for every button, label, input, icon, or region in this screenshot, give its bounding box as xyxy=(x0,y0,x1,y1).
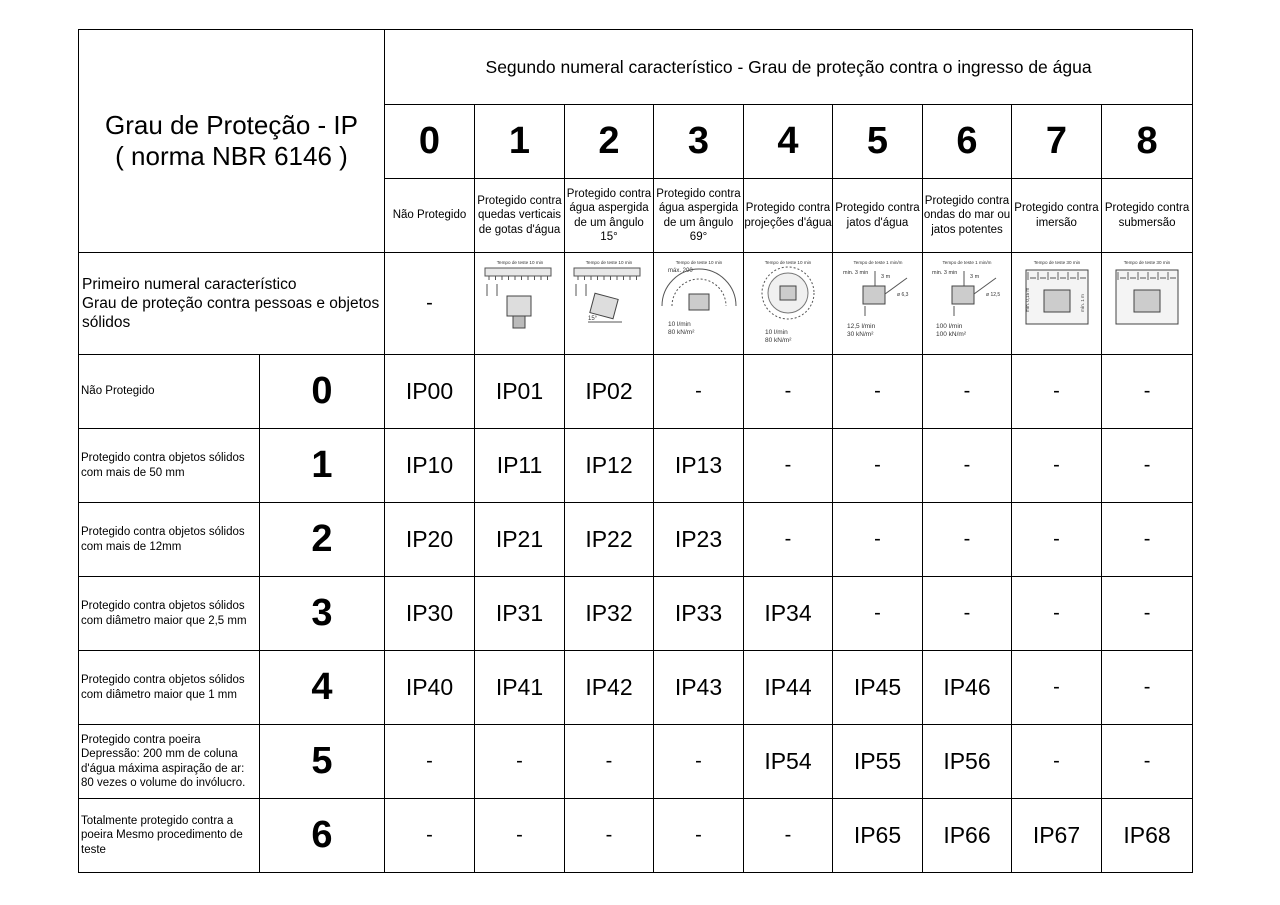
icon-label: ø 6,3 xyxy=(896,291,908,298)
icon-label: Tempo de teste 10 min xyxy=(585,259,633,265)
ip-code-cell: - xyxy=(475,799,565,873)
icon-label: Tempo de teste 1 min/m xyxy=(942,259,992,265)
immersion-test-icon xyxy=(1014,256,1100,352)
ip-code-cell: - xyxy=(923,355,1012,429)
solid-desc-5: Protegido contra poeira Depressão: 200 mm de coluna d'água máxima aspiração de ar: 80 vezes o volume do invólucro. xyxy=(79,725,260,799)
solid-desc-1: Protegido contra objetos sólidos com mais de 50 mm xyxy=(79,429,260,503)
water-digit-7: 7 xyxy=(1012,105,1102,179)
water-desc-5: Protegido contra jatos d'água xyxy=(833,179,923,253)
water-digit-3: 3 xyxy=(654,105,744,179)
ip-code-cell: IP23 xyxy=(654,503,744,577)
water-digit-5: 5 xyxy=(833,105,923,179)
first-numeral-header xyxy=(79,253,385,355)
water-jet-test-icon xyxy=(835,256,921,352)
icon-label: mín. 0,15 m xyxy=(1024,287,1030,312)
tilted-drip-test-icon xyxy=(566,256,652,352)
water-digit-4: 4 xyxy=(744,105,833,179)
ip-code-cell: IP30 xyxy=(385,577,475,651)
icon-label: Tempo de teste 10 min xyxy=(675,259,722,265)
splash-sphere-test-icon xyxy=(745,256,831,352)
solid-digit-2: 2 xyxy=(260,503,385,577)
water-digit-8: 8 xyxy=(1102,105,1193,179)
water-desc-0: Não Protegido xyxy=(385,179,475,253)
first-numeral-header-text: Primeiro numeral característico Grau de proteção contra pessoas e objetos sólidos xyxy=(82,276,380,331)
ip-code-cell: - xyxy=(475,725,565,799)
ip-code-cell: - xyxy=(654,355,744,429)
ip-code-cell: - xyxy=(833,503,923,577)
water-icon-cell-0 xyxy=(385,253,475,355)
ip-code-cell: IP32 xyxy=(565,577,654,651)
solid-desc-0: Não Protegido xyxy=(79,355,260,429)
ip-code-cell: - xyxy=(654,799,744,873)
solid-desc-4: Protegido contra objetos sólidos com diâmetro maior que 1 mm xyxy=(79,651,260,725)
ip-code-cell: - xyxy=(565,725,654,799)
ip-code-cell: IP01 xyxy=(475,355,565,429)
table-row xyxy=(79,725,1193,799)
powerful-jet-test-icon xyxy=(924,256,1010,352)
water-desc-1: Protegido contra quedas verticais de gotas d'água xyxy=(475,179,565,253)
ip-code-cell: IP41 xyxy=(475,651,565,725)
ip-code-cell: IP68 xyxy=(1102,799,1193,873)
ip-code-cell: - xyxy=(1012,725,1102,799)
water-icon-cell-6 xyxy=(923,253,1012,355)
ip-code-cell: IP33 xyxy=(654,577,744,651)
table-title-line1: Grau de Proteção - IP xyxy=(105,110,358,140)
water-icon-cell-2 xyxy=(565,253,654,355)
ip-code-cell: - xyxy=(923,429,1012,503)
water-digit-1: 1 xyxy=(475,105,565,179)
icon-label: 100 kN/m² xyxy=(936,330,966,338)
ip-code-cell: IP10 xyxy=(385,429,475,503)
icon-label: 12,5 l/min xyxy=(846,322,875,330)
icon-label: 80 kN/m² xyxy=(765,336,792,344)
ip-code-cell: - xyxy=(654,725,744,799)
ip-code-cell: IP55 xyxy=(833,725,923,799)
ip-code-cell: - xyxy=(1102,503,1193,577)
ip-code-cell: IP13 xyxy=(654,429,744,503)
solid-digit-6: 6 xyxy=(260,799,385,873)
icon-label: 30 kN/m² xyxy=(846,330,873,338)
solid-digit-1: 1 xyxy=(260,429,385,503)
ip-code-cell: - xyxy=(833,429,923,503)
water-icon-cell-8 xyxy=(1102,253,1193,355)
table-row xyxy=(79,429,1193,503)
ip-code-cell: IP54 xyxy=(744,725,833,799)
ip-code-cell: - xyxy=(1102,651,1193,725)
ip-code-cell: IP65 xyxy=(833,799,923,873)
ip-code-cell: IP46 xyxy=(923,651,1012,725)
water-digit-2: 2 xyxy=(565,105,654,179)
icon-label: 10 l/min xyxy=(667,320,691,328)
ip-code-cell: IP21 xyxy=(475,503,565,577)
water-desc-8: Protegido contra submersão xyxy=(1102,179,1193,253)
ip-code-cell: - xyxy=(1012,355,1102,429)
ip-code-cell: - xyxy=(1102,725,1193,799)
ip-code-cell: IP00 xyxy=(385,355,475,429)
ip-code-cell: - xyxy=(833,355,923,429)
water-digit-0: 0 xyxy=(385,105,475,179)
icon-label: Tempo de teste 30 min xyxy=(1033,259,1080,265)
ip-code-cell: IP31 xyxy=(475,577,565,651)
icon-label: máx. 200 xyxy=(667,267,693,274)
ip-code-cell: - xyxy=(1012,577,1102,651)
table-row xyxy=(79,651,1193,725)
solid-desc-2: Protegido contra objetos sólidos com mais de 12mm xyxy=(79,503,260,577)
solid-digit-0: 0 xyxy=(260,355,385,429)
ip-code-cell: - xyxy=(1102,429,1193,503)
icon-label: Tempo de teste 10 min xyxy=(764,259,812,265)
ip-code-cell: IP12 xyxy=(565,429,654,503)
water-desc-4: Protegido contra projeções d'água xyxy=(744,179,833,253)
ip-code-cell: - xyxy=(923,577,1012,651)
water-icon-cell-4 xyxy=(744,253,833,355)
solid-desc-3: Protegido contra objetos sólidos com diâmetro maior que 2,5 mm xyxy=(79,577,260,651)
no-protection-dash: - xyxy=(426,292,433,314)
water-desc-3: Protegido contra água aspergida de um ângulo 69° xyxy=(654,179,744,253)
ip-code-cell: IP34 xyxy=(744,577,833,651)
ip-protection-table xyxy=(78,29,1193,873)
solid-desc-6: Totalmente protegido contra a poeira Mesmo procedimento de teste xyxy=(79,799,260,873)
ip-code-cell: - xyxy=(1102,577,1193,651)
icon-label: 3 m xyxy=(880,273,890,280)
ip-code-cell: IP45 xyxy=(833,651,923,725)
second-numeral-header: Segundo numeral característico - Grau de proteção contra o ingresso de água xyxy=(385,30,1193,105)
submersion-test-icon xyxy=(1104,256,1190,352)
ip-code-cell: - xyxy=(385,799,475,873)
spray-arc-test-icon xyxy=(656,256,742,352)
icon-label: mín. 1 m xyxy=(1079,293,1085,312)
icon-label: 80 kN/m² xyxy=(667,328,694,336)
ip-code-cell: IP20 xyxy=(385,503,475,577)
icon-label: 15° xyxy=(588,315,598,322)
ip-code-cell: - xyxy=(565,799,654,873)
ip-code-cell: IP67 xyxy=(1012,799,1102,873)
icon-label: ø 12,5 xyxy=(986,291,1001,298)
ip-code-cell: - xyxy=(744,355,833,429)
icon-label: min. 3 min xyxy=(842,269,868,276)
table-title-line2: ( norma NBR 6146 ) xyxy=(115,141,348,171)
ip-code-cell: - xyxy=(923,503,1012,577)
ip-code-cell: - xyxy=(833,577,923,651)
table-row xyxy=(79,577,1193,651)
ip-code-cell: IP43 xyxy=(654,651,744,725)
icon-label: min. 3 min xyxy=(932,269,958,276)
table-row xyxy=(79,503,1193,577)
water-desc-2: Protegido contra água aspergida de um ângulo 15° xyxy=(565,179,654,253)
icon-label: Tempo de teste 10 min xyxy=(496,259,543,265)
ip-code-cell: IP44 xyxy=(744,651,833,725)
ip-code-cell: - xyxy=(1012,651,1102,725)
water-icon-cell-1 xyxy=(475,253,565,355)
ip-code-cell: - xyxy=(385,725,475,799)
ip-code-cell: - xyxy=(1102,355,1193,429)
ip-code-cell: - xyxy=(1012,503,1102,577)
ip-code-cell: - xyxy=(1012,429,1102,503)
ip-code-cell: - xyxy=(744,429,833,503)
water-icon-cell-5 xyxy=(833,253,923,355)
icon-label: Tempo de teste 1 min/m xyxy=(852,259,903,265)
water-icon-cell-3 xyxy=(654,253,744,355)
table-title xyxy=(79,30,385,253)
table-row xyxy=(79,355,1193,429)
solid-digit-4: 4 xyxy=(260,651,385,725)
solid-digit-5: 5 xyxy=(260,725,385,799)
water-desc-6: Protegido contra ondas do mar ou jatos potentes xyxy=(923,179,1012,253)
water-desc-7: Protegido contra imersão xyxy=(1012,179,1102,253)
ip-code-cell: IP40 xyxy=(385,651,475,725)
ip-code-cell: IP56 xyxy=(923,725,1012,799)
water-icon-cell-7 xyxy=(1012,253,1102,355)
solid-digit-3: 3 xyxy=(260,577,385,651)
ip-code-cell: IP11 xyxy=(475,429,565,503)
ip-code-cell: IP02 xyxy=(565,355,654,429)
icon-label: Tempo de teste 30 min xyxy=(1123,259,1171,265)
vertical-drip-test-icon xyxy=(477,256,563,352)
ip-code-cell: IP42 xyxy=(565,651,654,725)
table-row xyxy=(79,799,1193,873)
icon-label: 10 l/min xyxy=(765,328,788,336)
icon-label: 3 m xyxy=(970,273,980,280)
ip-code-cell: IP66 xyxy=(923,799,1012,873)
ip-code-cell: IP22 xyxy=(565,503,654,577)
ip-code-cell: - xyxy=(744,503,833,577)
icon-label: 100 l/min xyxy=(936,322,963,330)
water-digit-6: 6 xyxy=(923,105,1012,179)
ip-code-cell: - xyxy=(744,799,833,873)
